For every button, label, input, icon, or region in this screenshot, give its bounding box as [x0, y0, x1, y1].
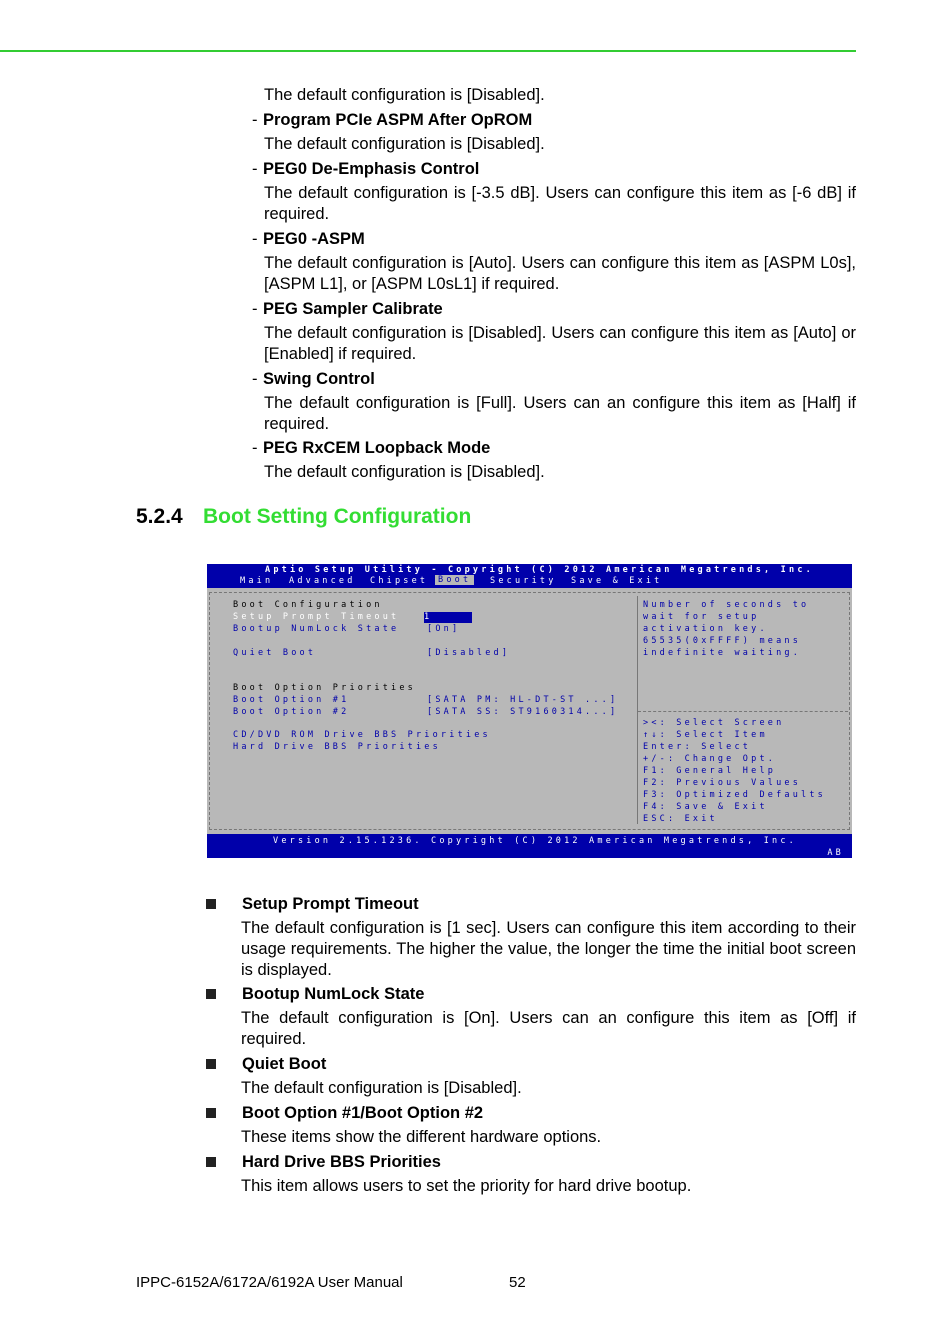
bullet-square-icon [206, 1157, 216, 1167]
bootup-numlock-value[interactable]: [On] [427, 624, 461, 634]
subitem-desc: The default configuration is [Auto]. Users can configure this item as [ASPM L0s], [ASPM L1], or [ASPM L0sL1] if required. [264, 254, 856, 293]
key-hint: F3: Optimized Defaults [643, 790, 826, 800]
subitem-desc: The default configuration is [-3.5 dB]. Users can configure this item as [-6 dB] if required. [264, 184, 856, 223]
section-number: 5.2.4 [136, 505, 183, 528]
subitem-desc: The default configuration is [Disabled]. [264, 135, 545, 153]
help-line: wait for setup [643, 612, 760, 622]
bullet-square-icon [206, 899, 216, 909]
key-hint: ><: Select Screen [643, 718, 785, 728]
key-hint: Enter: Select [643, 742, 752, 752]
boot-option-1-item[interactable]: Boot Option #1 [233, 695, 350, 705]
bootup-numlock-item[interactable]: Bootup NumLock State [233, 624, 400, 634]
bullet-square-icon [206, 989, 216, 999]
tab-boot[interactable]: Boot [435, 575, 474, 585]
key-hint: +/-: Change Opt. [643, 754, 777, 764]
boot-configuration-heading: Boot Configuration [233, 600, 383, 610]
bullet-title: Quiet Boot [242, 1055, 327, 1073]
setup-prompt-timeout-item[interactable]: Setup Prompt Timeout [233, 612, 400, 622]
section-title: Boot Setting Configuration [203, 505, 472, 528]
bullet-desc: These items show the different hardware options. [241, 1128, 602, 1146]
subitem-desc: The default configuration is [Full]. Users can an configure this item as [Half] if required. [264, 394, 856, 433]
bullet-desc: The default configuration is [Disabled]. [241, 1079, 522, 1097]
subitem-title: PEG RxCEM Loopback Mode [263, 439, 491, 457]
bullet-desc: This item allows users to set the priority for hard drive bootup. [241, 1177, 692, 1195]
bios-boot-screen [207, 564, 852, 858]
cd-dvd-priorities-item[interactable]: CD/DVD ROM Drive BBS Priorities [233, 730, 491, 740]
boot-option-priorities-heading: Boot Option Priorities [233, 683, 416, 693]
footer-manual-title: IPPC-6152A/6172A/6192A User Manual [136, 1274, 403, 1291]
help-line: activation key. [643, 624, 768, 634]
key-hint: ↑↓: Select Item [643, 730, 768, 740]
bios-title: Aptio Setup Utility - Copyright (C) 2012 American Megatrends, Inc. [265, 565, 814, 575]
header-rule [0, 50, 856, 52]
subitem-desc: The default configuration is [Disabled]. Users can configure this item as [Auto] or [Enabled] if required. [264, 324, 856, 363]
subitem-title: PEG0 -ASPM [263, 230, 365, 248]
key-hint: F2: Previous Values [643, 778, 802, 788]
quiet-boot-value[interactable]: [Disabled] [427, 648, 511, 658]
bullet-square-icon [206, 1108, 216, 1118]
bullet-square-icon [206, 1059, 216, 1069]
quiet-boot-item[interactable]: Quiet Boot [233, 648, 317, 658]
subitem-desc: The default configuration is [Disabled]. [264, 463, 545, 481]
tab-advanced[interactable]: Advanced [289, 576, 356, 586]
setup-prompt-timeout-value[interactable]: 1 [424, 612, 472, 623]
tab-save-exit[interactable]: Save & Exit [571, 576, 663, 586]
subitem-title: Program PCIe ASPM After OpROM [263, 111, 533, 129]
subitem-title: Swing Control [263, 370, 375, 388]
help-line: 65535(0xFFFF) means [643, 636, 802, 646]
bullet-title: Boot Option #1/Boot Option #2 [242, 1104, 484, 1122]
bullet-title: Setup Prompt Timeout [242, 895, 419, 913]
boot-option-2-item[interactable]: Boot Option #2 [233, 707, 350, 717]
bios-help-divider [638, 711, 848, 712]
bios-version: Version 2.15.1236. Copyright (C) 2012 American Megatrends, Inc. [273, 836, 797, 846]
boot-option-2-value[interactable]: [SATA SS: ST9160314...] [427, 707, 619, 717]
help-line: indefinite waiting. [643, 648, 802, 658]
bios-version-bar [207, 834, 852, 858]
hard-drive-priorities-item[interactable]: Hard Drive BBS Priorities [233, 742, 441, 752]
bullet-desc: The default configuration is [On]. Users can an configure this item as [Off] if required. [241, 1009, 856, 1048]
tab-main[interactable]: Main [240, 576, 274, 586]
key-hint: ESC: Exit [643, 814, 718, 824]
boot-option-1-value[interactable]: [SATA PM: HL-DT-ST ...] [427, 695, 619, 705]
section-heading [136, 505, 472, 529]
help-line: Number of seconds to [643, 600, 810, 610]
bios-divider [637, 596, 638, 824]
bullet-title: Bootup NumLock State [242, 985, 425, 1003]
key-hint: F1: General Help [643, 766, 777, 776]
key-hint: F4: Save & Exit [643, 802, 768, 812]
subitem-title: PEG Sampler Calibrate [263, 300, 443, 318]
bios-title-bar [207, 564, 852, 588]
tab-security[interactable]: Security [490, 576, 557, 586]
tab-chipset[interactable]: Chipset [370, 576, 429, 586]
subitem-title: PEG0 De-Emphasis Control [263, 160, 480, 178]
footer-page-number: 52 [509, 1274, 526, 1291]
bullet-title: Hard Drive BBS Priorities [242, 1153, 441, 1171]
bullet-desc: The default configuration is [1 sec]. Users can configure this item according to their usage requirements. The higher the value, the longer the time the initial boot screen is displayed. [241, 919, 856, 979]
bios-ab-mark: AB [827, 848, 844, 858]
